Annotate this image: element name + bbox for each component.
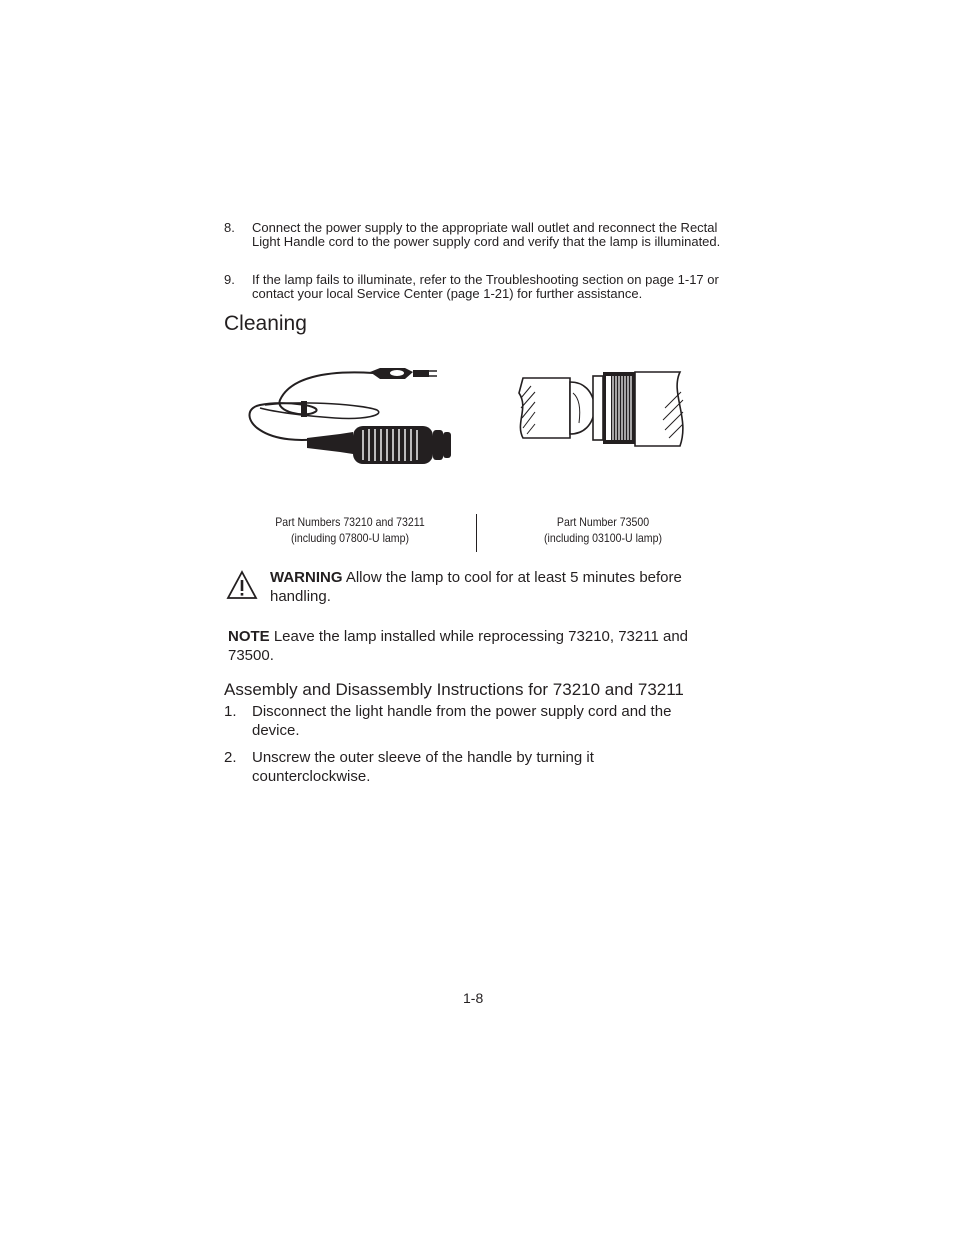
caption-line: (including 07800-U lamp) xyxy=(290,531,409,545)
caption-divider xyxy=(476,514,477,552)
step-number: 8. xyxy=(224,220,235,235)
caption-line: (including 03100-U lamp) xyxy=(543,531,662,545)
step-8 xyxy=(224,221,734,265)
step-text: If the lamp fails to illuminate, refer to the Troubleshooting section on page 1-17 or contact your local Service Center (page 1-21) for further assistance. xyxy=(252,272,719,301)
handle-head-illustration xyxy=(515,368,690,450)
warning-block xyxy=(270,568,730,606)
right-figure-caption xyxy=(506,514,700,546)
step-text: Connect the power supply to the appropriate wall outlet and reconnect the Rectal Light Handle cord to the power supply cord and verify that the lamp is illuminated. xyxy=(252,220,721,249)
caption-line: Part Numbers 73210 and 73211 xyxy=(275,515,425,529)
step-text: Unscrew the outer sleeve of the handle by turning it counterclockwise. xyxy=(252,749,594,785)
note-block xyxy=(228,627,718,665)
assembly-step-1 xyxy=(224,702,724,742)
rectal-light-handle-illustration xyxy=(245,360,470,475)
caption-line: Part Number 73500 xyxy=(556,515,650,529)
assembly-step-2 xyxy=(224,748,724,788)
step-9 xyxy=(224,273,734,303)
cleaning-heading: Cleaning xyxy=(224,312,307,335)
step-text: Disconnect the light handle from the power supply cord and the device. xyxy=(252,703,672,739)
step-number: 1. xyxy=(224,703,237,720)
page-number: 1-8 xyxy=(463,990,484,1006)
note-label: NOTE xyxy=(228,628,270,645)
step-number: 9. xyxy=(224,272,235,287)
step-number: 2. xyxy=(224,749,237,766)
left-figure-caption xyxy=(253,514,447,546)
assembly-heading: Assembly and Disassembly Instructions for 73210 and 73211 xyxy=(224,680,684,699)
warning-text: Allow the lamp to cool for at least 5 minutes before handling. xyxy=(270,569,682,605)
note-text: Leave the lamp installed while reprocessing 73210, 73211 and 73500. xyxy=(228,628,689,664)
warning-label: WARNING xyxy=(270,569,343,586)
warning-triangle-icon xyxy=(226,570,258,600)
